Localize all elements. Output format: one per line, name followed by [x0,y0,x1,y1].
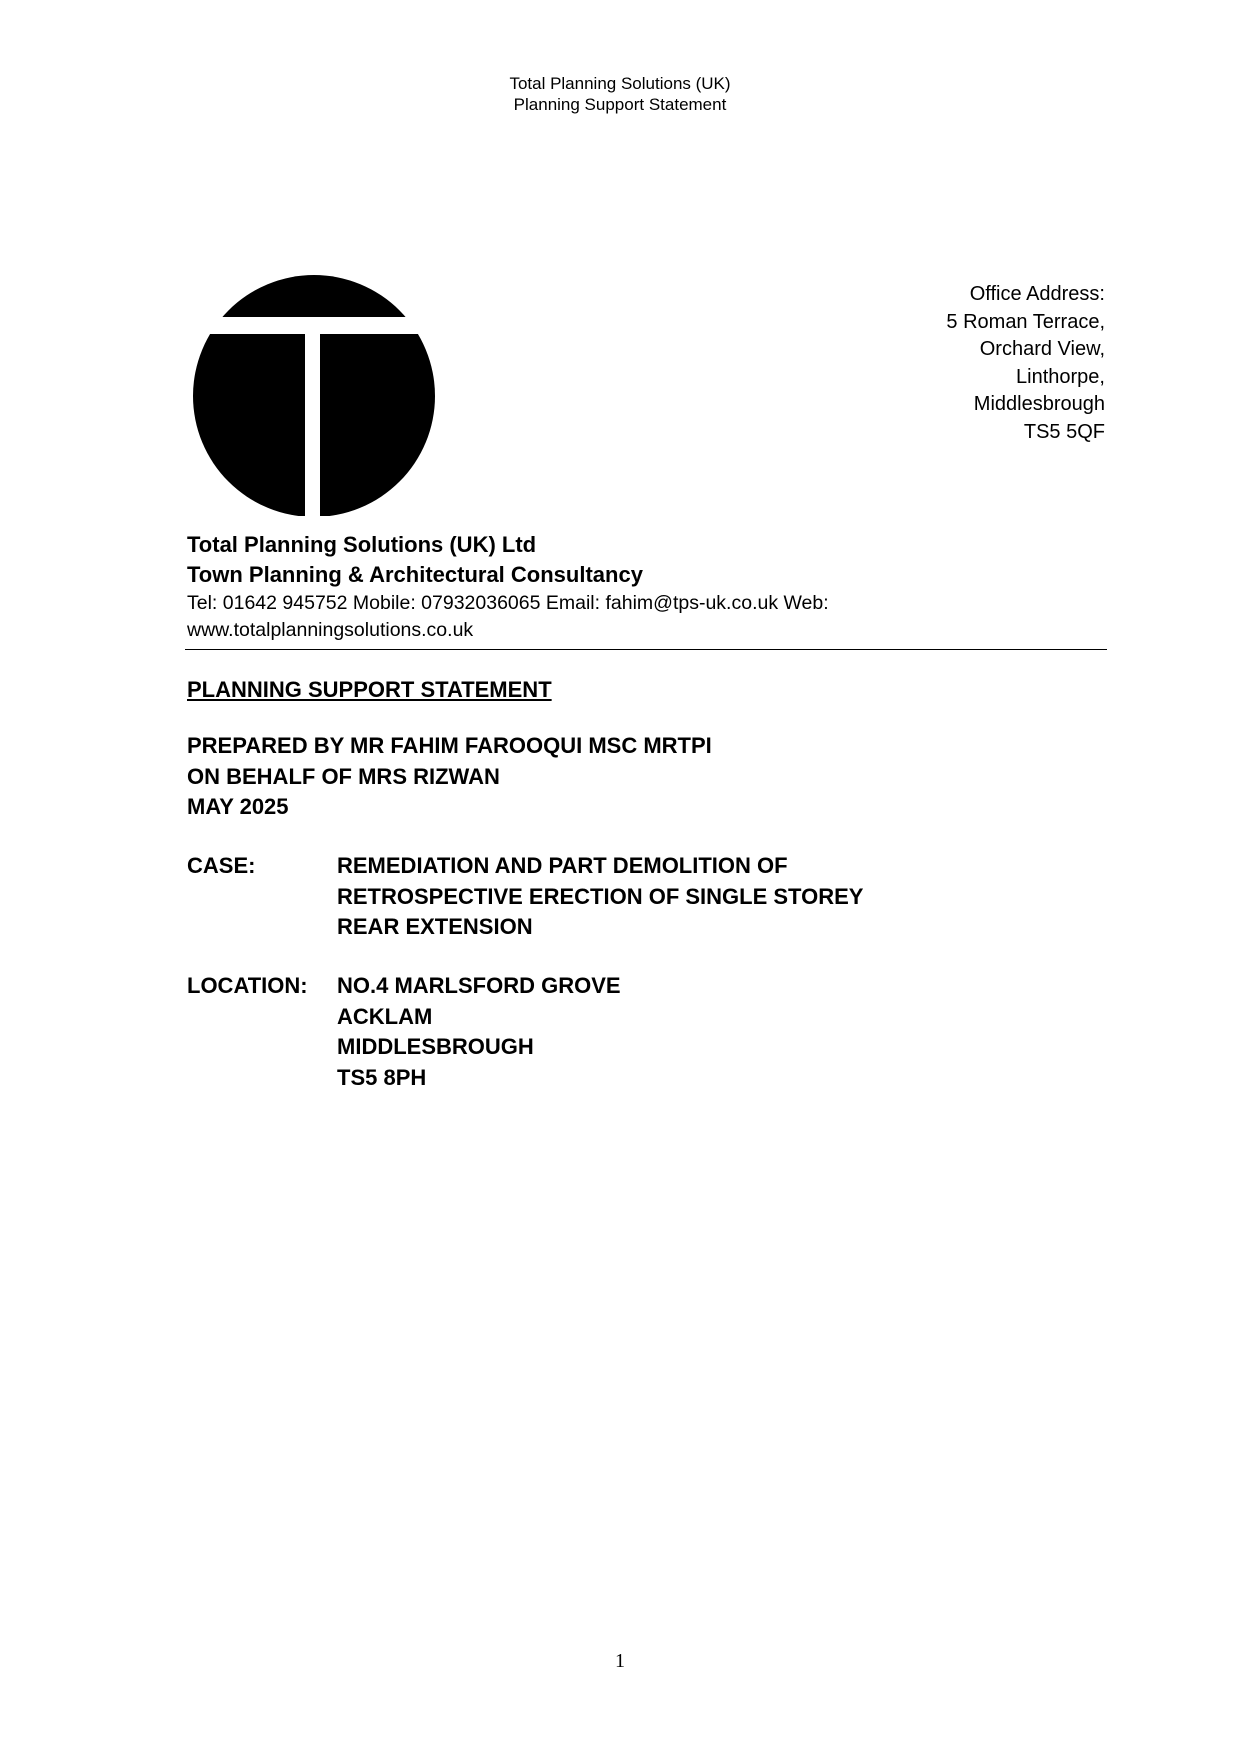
date: MAY 2025 [187,794,289,819]
header-company: Total Planning Solutions (UK) [509,74,731,93]
page-number: 1 [615,1650,625,1672]
office-address-line: Orchard View, [979,338,1105,361]
website-line: www.totalplanningsolutions.co.uk [187,619,474,641]
location-line: TS5 8PH [337,1064,427,1090]
office-address [946,281,1105,447]
office-address-line: Middlesbrough [973,393,1105,416]
location-line: MIDDLESBROUGH [337,1034,534,1059]
case-label: CASE: [187,853,256,878]
on-behalf-of: ON BEHALF OF MRS RIZWAN [187,763,500,789]
company-name: Total Planning Solutions (UK) Ltd [187,532,537,557]
office-address-postcode: TS5 5QF [1023,420,1105,443]
case-line: REAR EXTENSION [337,914,533,939]
prepared-by: PREPARED BY MR FAHIM FAROOQUI MSC MRTPI [187,733,712,758]
location-address [337,971,621,1093]
case-row [187,851,863,943]
statement-title: PLANNING SUPPORT STATEMENT [187,677,552,702]
contact-line: Tel: 01642 945752 Mobile: 07932036065 Email: fahim@tps-uk.co.uk Web: [187,592,829,614]
location-label: LOCATION: [187,973,308,998]
office-address-line: Linthorpe, [1016,365,1105,388]
office-address-line: 5 Roman Terrace, [946,310,1105,333]
header-doc-title: Planning Support Statement [513,95,727,114]
case-line: RETROSPECTIVE ERECTION OF SINGLE STOREY [337,883,864,909]
tps-logo-icon [190,274,438,516]
case-description [337,851,863,943]
company-subtitle: Town Planning & Architectural Consultancy [187,562,643,587]
divider [185,649,1107,650]
location-line: ACKLAM [337,1003,433,1029]
running-header [0,73,1240,115]
location-row [187,971,621,1093]
office-address-label: Office Address: [969,283,1105,305]
location-line: NO.4 MARLSFORD GROVE [337,973,621,998]
prepared-block [187,731,712,823]
company-block [187,530,1107,644]
case-line: REMEDIATION AND PART DEMOLITION OF [337,853,788,878]
